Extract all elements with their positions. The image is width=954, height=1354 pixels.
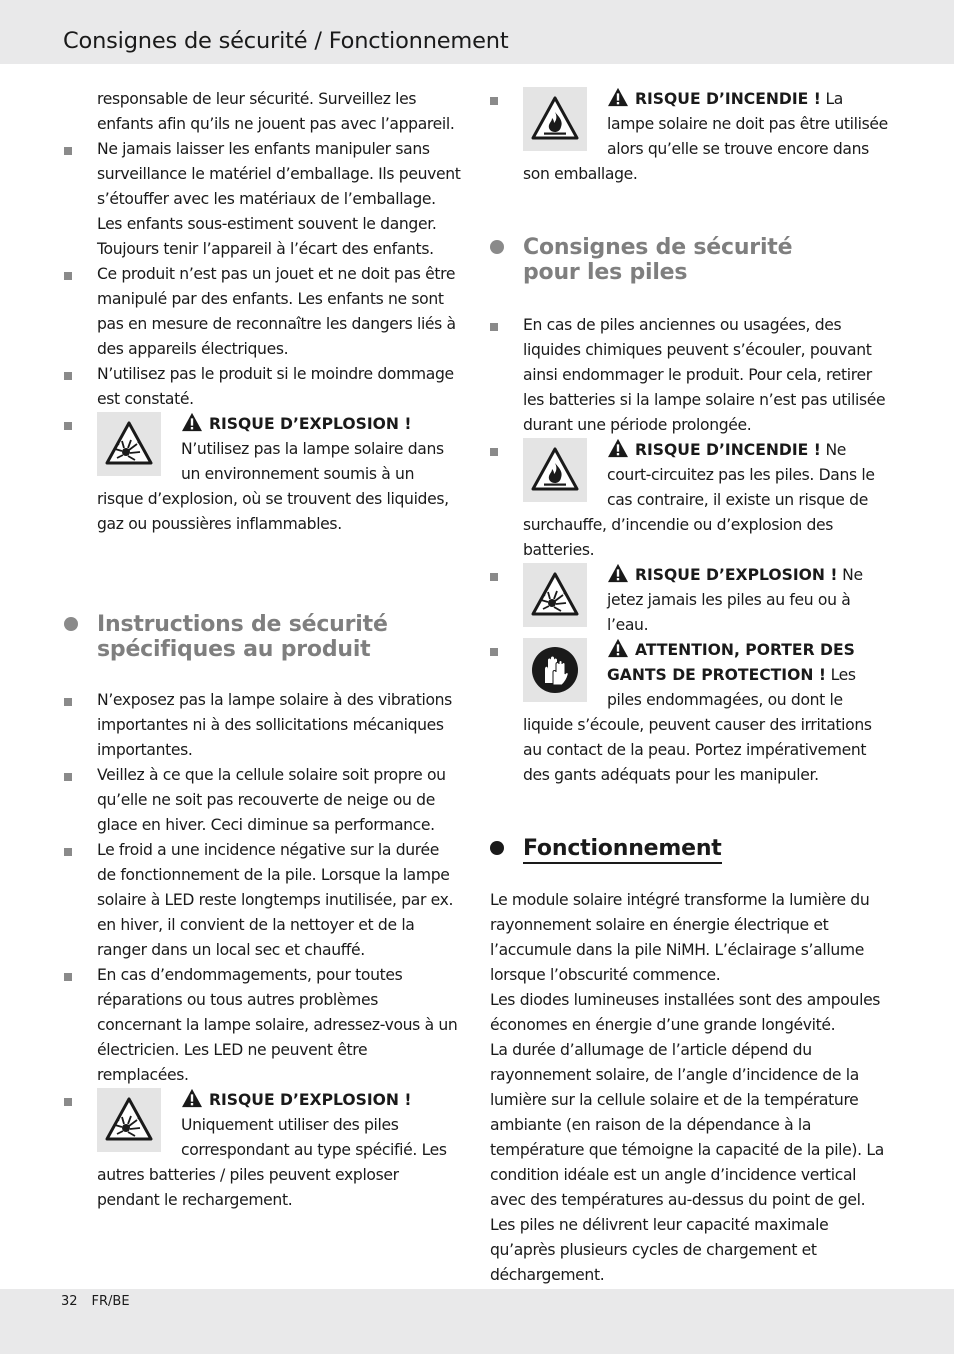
- heading-bullet: [490, 841, 504, 855]
- explosion-warning-icon: [523, 563, 587, 627]
- bullet-marker: [64, 422, 72, 430]
- bullet-marker: [64, 272, 72, 280]
- section-title: Instructions de sécurité: [97, 612, 388, 637]
- heading-bullet: [490, 240, 504, 254]
- right-column-list: [488, 313, 888, 788]
- function-text: [488, 888, 888, 1288]
- section-title: pour les piles: [523, 260, 688, 285]
- bullet-marker: [490, 97, 498, 105]
- bullet-marker: [64, 147, 72, 155]
- paragraph: Le module solaire intégré transforme la lumière du rayonnement solaire en énergie électrique et l’accumule dans la pile NiMH. L’éclairage s’allume lorsque l’obscurité commence.: [490, 891, 870, 984]
- warning-triangle-icon: [607, 563, 629, 583]
- warning-block: RISQUE D’EXPLOSION ! Uniquement utiliser des piles correspondant au type spécifié. Les autres batteries / piles peuvent exploser pendant le rechargement.: [62, 1088, 462, 1213]
- paragraph: La durée d’allumage de l’article dépend du rayonnement solaire, de l’angle d’incidence de la lumière sur la cellule solaire et de la température ambiante (en raison de la dépendance à la température que témoigne la capacité de la pile). La condition idéale est un angle d’incidence vertical avec des températures au-dessus du point de gel.: [490, 1041, 884, 1209]
- section-heading: [62, 612, 462, 662]
- bullet-marker: [490, 323, 498, 331]
- section-heading: [488, 235, 888, 285]
- warning-triangle-icon: [181, 412, 203, 432]
- bullet-marker: [64, 848, 72, 856]
- bullet-marker: [490, 648, 498, 656]
- locale-code: FR/BE: [91, 1294, 130, 1309]
- list-item: Veillez à ce que la cellule solaire soit propre ou qu’elle ne soit pas recouverte de neige ou de glace en hiver. Ceci diminue sa performance.: [62, 763, 462, 838]
- list-item: N’exposez pas la lampe solaire à des vibrations importantes ni à des sollicitations mécaniques importantes.: [62, 688, 462, 763]
- warning-block: RISQUE D’INCENDIE ! Ne court-circuitez pas les piles. Dans le cas contraire, il existe un risque de surchauffe, d’incendie ou d’explosion des batteries.: [488, 438, 888, 563]
- warning-triangle-icon: [607, 638, 629, 658]
- paragraph: Les piles ne délivrent leur capacité maximale qu’après plusieurs cycles de chargement et déchargement.: [490, 1216, 829, 1284]
- warning-triangle-icon: [181, 1088, 203, 1108]
- warning-block: RISQUE D’INCENDIE ! La lampe solaire ne doit pas être utilisée alors qu’elle se trouve encore dans son emballage.: [488, 87, 888, 187]
- explosion-warning-icon: [97, 412, 161, 476]
- bullet-marker: [64, 698, 72, 706]
- left-column-list: [62, 688, 462, 1213]
- bullet-marker: [490, 448, 498, 456]
- list-item: En cas d’endommagements, pour toutes réparations ou tous autres problèmes concernant la lampe solaire, adressez-vous à un électricien. Les LED ne peuvent être remplacées.: [62, 963, 462, 1088]
- bullet-marker: [64, 1098, 72, 1106]
- paragraph: Les diodes lumineuses installées sont des ampoules économes en énergie d’une grande longévité.: [490, 991, 881, 1034]
- list-item: Ne jamais laisser les enfants manipuler sans surveillance le matériel d’emballage. Ils peuvent s’étouffer avec les matériaux de l’emballage. Les enfants sous-estiment souvent le danger. Toujours tenir l’appareil à l’écart des enfants.: [62, 137, 462, 262]
- section-title: Consignes de sécurité: [523, 235, 793, 260]
- right-column: [488, 87, 888, 187]
- bullet-marker: [64, 973, 72, 981]
- signal-word: RISQUE D’INCENDIE !: [607, 441, 821, 459]
- bullet-marker: [64, 773, 72, 781]
- fire-warning-icon: [523, 87, 587, 151]
- warning-block: RISQUE D’EXPLOSION ! N’utilisez pas la lampe solaire dans un environnement soumis à un risque d’explosion, où se trouvent des liquides, gaz ou poussières inflammables.: [62, 412, 462, 537]
- page-title: Consignes de sécurité / Fonctionnement: [63, 28, 509, 54]
- signal-word: ATTENTION, PORTER DES GANTS DE PROTECTION !: [607, 641, 855, 684]
- list-item: N’utilisez pas le produit si le moindre dommage est constaté.: [62, 362, 462, 412]
- gloves-mandatory-icon: [523, 638, 587, 702]
- warning-block: ATTENTION, PORTER DES GANTS DE PROTECTION ! Les piles endommagées, ou dont le liquide s’écoule, peuvent causer des irritations au contact de la peau. Portez impérativement des gants adéquats pour les manipuler.: [488, 638, 888, 788]
- section-title: Fonctionnement: [523, 836, 722, 864]
- warning-triangle-icon: [607, 438, 629, 458]
- bullet-marker: [490, 573, 498, 581]
- signal-word: RISQUE D’EXPLOSION !: [607, 566, 838, 584]
- paragraph: responsable de leur sécurité. Surveillez les enfants afin qu’ils ne jouent pas avec l’appareil.: [97, 90, 455, 133]
- fire-warning-icon: [523, 438, 587, 502]
- warning-block: RISQUE D’EXPLOSION ! Ne jetez jamais les piles au feu ou à l’eau.: [488, 563, 888, 638]
- signal-word: RISQUE D’EXPLOSION !: [181, 415, 412, 433]
- section-heading: [488, 836, 888, 861]
- list-item: Ce produit n’est pas un jouet et ne doit pas être manipulé par des enfants. Les enfants ne sont pas en mesure de reconnaître les dangers liés à des appareils électriques.: [62, 262, 462, 362]
- warning-triangle-icon: [607, 87, 629, 107]
- bullet-marker: [64, 372, 72, 380]
- signal-word: RISQUE D’INCENDIE !: [607, 90, 821, 108]
- explosion-warning-icon: [97, 1088, 161, 1152]
- footer-info: [61, 1294, 144, 1309]
- signal-word: RISQUE D’EXPLOSION !: [181, 1091, 412, 1109]
- page-number: 32: [61, 1294, 78, 1309]
- left-column: [62, 87, 462, 537]
- heading-bullet: [64, 617, 78, 631]
- list-item: En cas de piles anciennes ou usagées, des liquides chimiques peuvent s’écouler, pouvant ainsi endommager le produit. Pour cela, retirer les batteries si la lampe solaire n’est pas utilisée durant une période prolongée.: [488, 313, 888, 438]
- list-item: Le froid a une incidence négative sur la durée de fonctionnement de la pile. Lorsque la lampe solaire à LED reste longtemps inutilisée, par ex. en hiver, il convient de la nettoyer et de la ranger dans un local sec et chauffé.: [62, 838, 462, 963]
- section-title: spécifiques au produit: [97, 637, 371, 662]
